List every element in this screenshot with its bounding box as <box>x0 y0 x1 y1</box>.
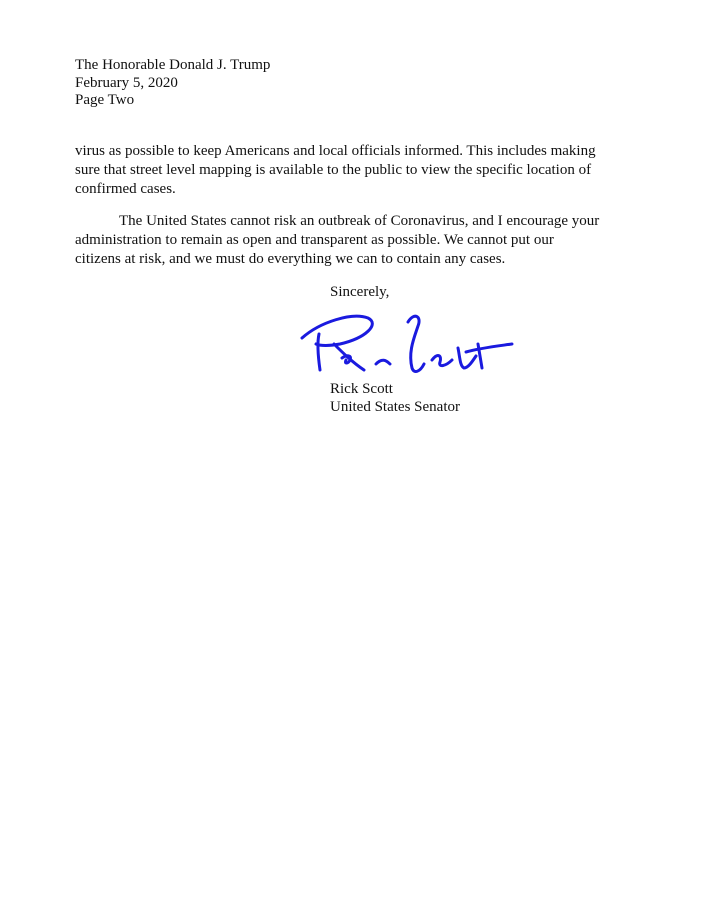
paragraph-line: confirmed cases. <box>75 181 176 197</box>
body-paragraph-2 <box>75 212 635 269</box>
date-line: February 5, 2020 <box>75 74 178 91</box>
paragraph-line: sure that street level mapping is available to the public to view the specific location of <box>75 162 592 178</box>
letter-header <box>75 57 270 110</box>
page-number-line: Page Two <box>75 92 135 108</box>
paragraph-line: administration to remain as open and transparent as possible. We cannot put our <box>75 232 554 248</box>
recipient-line: The Honorable Donald J. Trump <box>75 57 271 73</box>
signer-name: Rick Scott <box>330 381 393 397</box>
paragraph-line: citizens at risk, and we must do everything we can to contain any cases. <box>75 251 506 267</box>
body-paragraph-1 <box>75 142 635 199</box>
signature-icon <box>290 308 526 382</box>
signer-block <box>330 380 460 416</box>
paragraph-line: The United States cannot risk an outbreak of Coronavirus, and I encourage your <box>119 213 600 229</box>
signer-title: United States Senator <box>330 399 460 415</box>
closing-salutation: Sincerely, <box>330 284 390 300</box>
paragraph-line: virus as possible to keep Americans and local officials informed. This includes making <box>75 143 596 159</box>
